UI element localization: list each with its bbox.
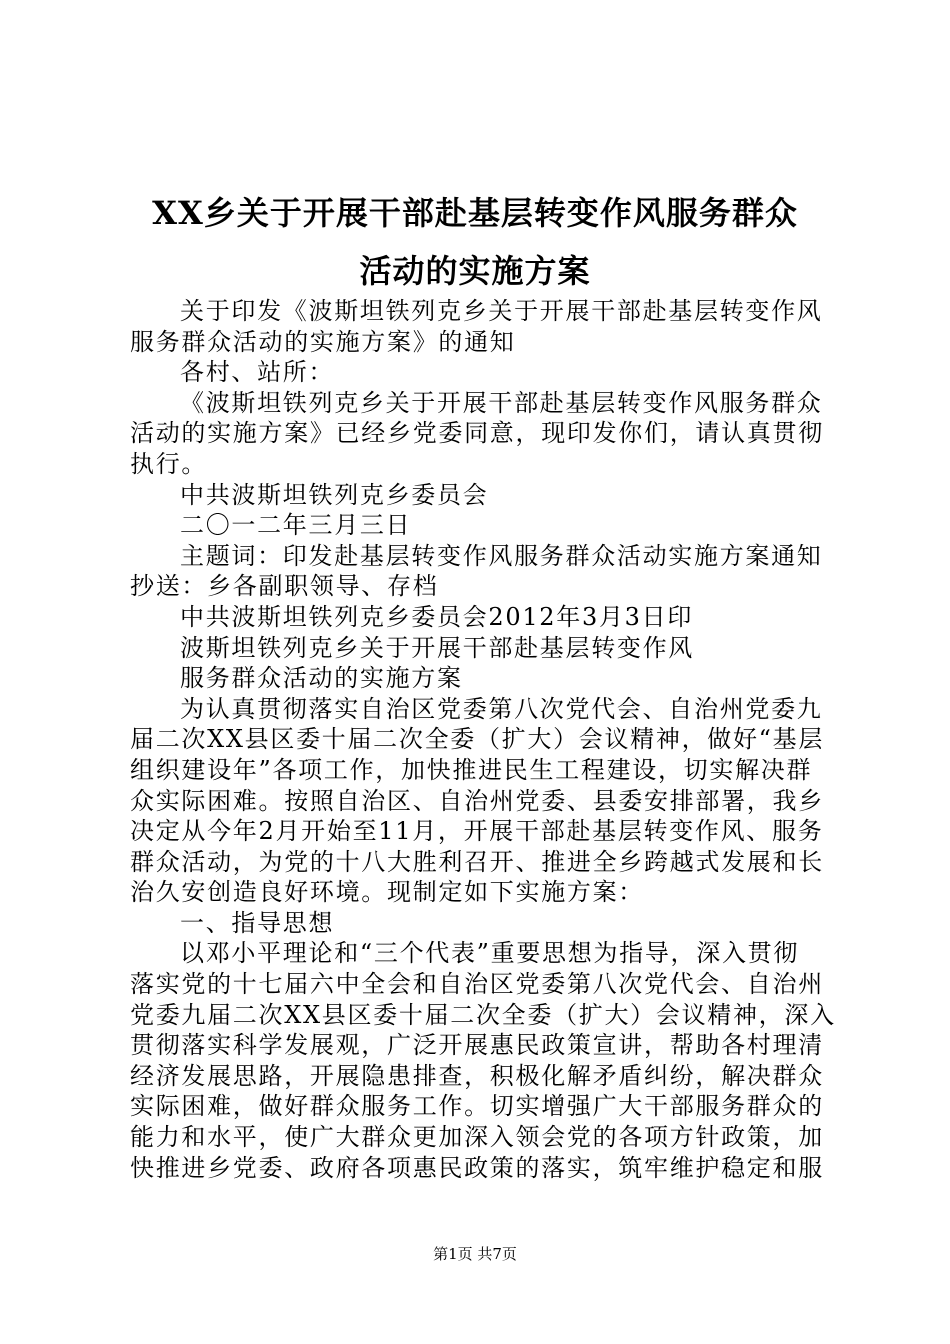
body-text-line: 组织建设年”各项工作，加快推进民生工程建设，切实解决群 bbox=[130, 755, 813, 784]
document-title-line-2: 活动的实施方案 bbox=[359, 252, 591, 290]
body-text-line: 实际困难，做好群众服务工作。切实增强广大干部服务群众的 bbox=[130, 1092, 824, 1121]
body-text-line: 中共波斯坦铁列克乡委员会 bbox=[180, 480, 489, 509]
body-text-line: 波斯坦铁列克乡关于开展干部赴基层转变作风 bbox=[180, 633, 694, 662]
body-text-line: 以邓小平理论和“三个代表”重要思想为指导，深入贯彻 bbox=[180, 939, 800, 968]
body-text-line: 活动的实施方案》已经乡党委同意，现印发你们，请认真贯彻 bbox=[130, 419, 824, 448]
body-text-line: 主题词：印发赴基层转变作风服务群众活动实施方案通知 bbox=[180, 541, 823, 570]
body-text-line: 抄送：乡各副职领导、存档 bbox=[130, 572, 439, 601]
body-text-line: 为认真贯彻落实自治区党委第八次党代会、自治州党委九 bbox=[180, 694, 823, 723]
body-text-line: 服务群众活动的实施方案 bbox=[180, 664, 463, 693]
body-text-line: 执行。 bbox=[130, 449, 208, 478]
body-text-line: 一、指导思想 bbox=[180, 908, 335, 937]
body-text-line: 二〇一二年三月三日 bbox=[180, 511, 412, 540]
body-text-line: 各村、站所： bbox=[180, 358, 335, 387]
body-text-line: 中共波斯坦铁列克乡委员会2012年3月3日印 bbox=[180, 602, 694, 631]
body-text-line: 经济发展思路，开展隐患排查，积极化解矛盾纠纷，解决群众 bbox=[130, 1061, 824, 1090]
body-text-line: 治久安创造良好环境。现制定如下实施方案： bbox=[130, 878, 644, 907]
body-text-line: 群众活动，为党的十八大胜利召开、推进全乡跨越式发展和长 bbox=[130, 847, 824, 876]
body-text-line: 能力和水平，使广大群众更加深入领会党的各项方针政策，加 bbox=[130, 1123, 824, 1152]
body-text-line: 《波斯坦铁列克乡关于开展干部赴基层转变作风服务群众 bbox=[180, 388, 823, 417]
body-text-line: 届二次XX县区委十届二次全委（扩大）会议精神，做好“基层 bbox=[130, 725, 825, 754]
body-text-line: 关于印发《波斯坦铁列克乡关于开展干部赴基层转变作风 bbox=[180, 297, 823, 325]
body-text-line: 决定从今年2月开始至11月，开展干部赴基层转变作风、服务 bbox=[130, 817, 824, 846]
body-text-line: 服务群众活动的实施方案》的通知 bbox=[130, 327, 516, 356]
body-text-line: 党委九届二次XX县区委十届二次全委（扩大）会议精神，深入 bbox=[130, 1000, 836, 1029]
body-text-line: 众实际困难。按照自治区、自治州党委、县委安排部署，我乡 bbox=[130, 786, 824, 815]
page-number-footer: 第1页 共7页 bbox=[433, 1245, 517, 1263]
body-text-line: 落实党的十七届六中全会和自治区党委第八次党代会、自治州 bbox=[130, 970, 824, 999]
document-body bbox=[130, 296, 836, 1183]
document-title-line-1: XX乡关于开展干部赴基层转变作风服务群众 bbox=[152, 194, 798, 232]
body-text-line: 快推进乡党委、政府各项惠民政策的落实，筑牢维护稳定和服 bbox=[130, 1153, 824, 1182]
body-text-line: 贯彻落实科学发展观，广泛开展惠民政策宣讲，帮助各村理清 bbox=[130, 1031, 824, 1060]
